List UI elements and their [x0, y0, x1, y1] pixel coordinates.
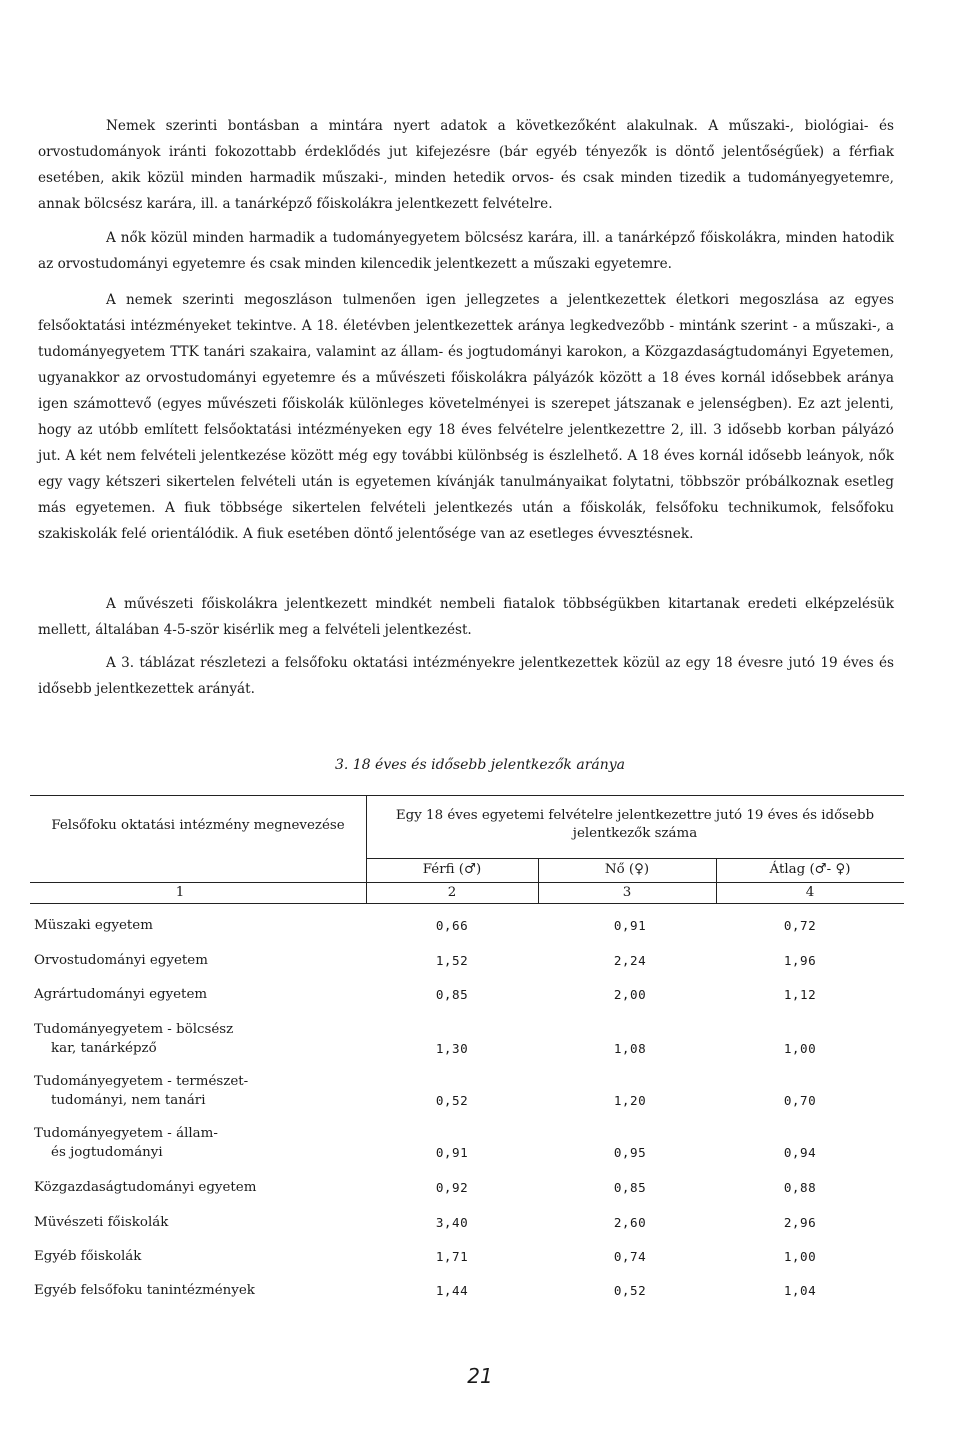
row-value-female: 2,60: [613, 1215, 647, 1230]
table-caption: 3. 18 éves és idősebb jelentkezők aránya: [334, 757, 625, 773]
row-value-male: 0,91: [435, 1145, 469, 1160]
header-sub-rule: [366, 858, 904, 859]
row-value-male: 1,52: [435, 953, 469, 968]
row-value-male: 0,92: [435, 1180, 469, 1195]
row-institution-name: Egyéb főiskolák: [34, 1249, 142, 1264]
header-average: Átlag (♂- ♀): [769, 862, 851, 877]
row-institution-name: Müszaki egyetem: [34, 918, 153, 933]
paragraph-4: A művészeti főiskolákra jelentkezett mindkét nembeli fiatalok többségükben kitartanak eredeti elképzelésük mellett, általában 4-5-ször kisérlik meg a felvételi jelentkezést.: [38, 596, 894, 638]
row-value-avg: 0,70: [783, 1093, 817, 1108]
row-value-male: 0,66: [435, 918, 469, 933]
col-number-2: 2: [447, 885, 457, 900]
col-number-3: 3: [622, 885, 632, 900]
row-institution-name: Orvostudományi egyetem: [34, 953, 208, 968]
row-value-female: 1,08: [613, 1041, 647, 1056]
row-value-avg: 1,00: [783, 1041, 817, 1056]
row-value-avg: 1,96: [783, 953, 817, 968]
row-institution-name: Agrártudományi egyetem: [34, 987, 208, 1002]
row-value-male: 0,85: [435, 987, 469, 1002]
row-institution-name: Tudományegyetem - állam- és jogtudományi: [34, 1126, 218, 1160]
row-value-male: 1,44: [435, 1283, 469, 1298]
row-value-female: 2,24: [613, 953, 647, 968]
table-top-rule: [30, 795, 904, 796]
row-institution-name: Tudományegyetem - természet- tudományi, nem tanári: [34, 1074, 249, 1108]
header-group: Egy 18 éves egyetemi felvételre jelentkezettre jutó 19 éves és idősebb jelentkezők száma: [395, 808, 875, 841]
row-value-avg: 2,96: [783, 1215, 817, 1230]
col-number-4: 4: [805, 885, 815, 900]
header-bottom-rule: [30, 882, 904, 883]
row-value-female: 0,52: [613, 1283, 647, 1298]
row-institution-name: Közgazdaságtudományi egyetem: [34, 1180, 257, 1195]
header-institution: Felsőfoku oktatási intézmény megnevezése: [51, 818, 345, 833]
row-value-avg: 1,12: [783, 987, 817, 1002]
row-value-avg: 0,72: [783, 918, 817, 933]
header-female: Nő (♀): [604, 862, 650, 877]
row-value-female: 0,95: [613, 1145, 647, 1160]
row-value-male: 3,40: [435, 1215, 469, 1230]
row-institution-name: Tudományegyetem - bölcsész kar, tanárképző: [34, 1022, 234, 1056]
row-value-female: 0,74: [613, 1249, 647, 1264]
row-value-female: 1,20: [613, 1093, 647, 1108]
paragraph-5: A 3. táblázat részletezi a felsőfoku oktatási intézményekre jelentkezettek közül az egy 18 évesre jutó 19 éves és idősebb jelentkezettek arányát.: [38, 655, 894, 697]
row-institution-name: Egyéb felsőfoku tanintézmények: [34, 1283, 255, 1298]
row-value-male: 1,71: [435, 1249, 469, 1264]
paragraph-3: A nemek szerinti megoszláson tulmenően igen jellegzetes a jelentkezettek életkori megoszlása az egyes felsőoktatási intézményeket tekintve. A 18. életévben jelentkezettek aránya legkedvezőbb - mintánk szerint - a műszaki-, a tudományegyetem TTK tanári szakaira, valamint az állam- és jogtudományi karokon, a Közgazdaságtudományi Egyetemen, ugyanakkor az orvostudományi egyetemre és a művészeti főiskolákra pályázók között a 18 éves kornál idősebbek aránya igen számottevő (egyes művészeti főiskolák különleges követelményei is szerepet játszanak e jelenségben). Ez azt jelenti, hogy az utóbb említett felsőoktatási intézményeken egy 18 éves felvételre jelentkezettre 2, ill. 3 idősebb korban pályázó jut. A két nem felvételi jelentkezése között még egy további különbség is észlelhető. A 18 éves kornál idősebb leányok, nők egy vagy kétszeri sikertelen felvételi után is egyetemen kívánják tanulmányaikat folytatni, többször próbálkoznak esetleg más egyetemen. A fiuk többsége sikertelen felvételi jelentkezés után a főiskolák, felsőfoku technikumok, felsőfoku szakiskolák felé orientálódik. A fiuk esetében döntő jelentősége van az esetleges évvesztésnek.: [38, 292, 894, 542]
page-number: 21: [467, 1364, 493, 1388]
header-male: Férfi (♂): [422, 862, 482, 877]
paragraph-2: A nők közül minden harmadik a tudományegyetem bölcsész karára, ill. a tanárképző főiskolákra, minden hatodik az orvostudományi egyetemre és csak minden kilencedik jelentkezett a műszaki egyetemre.: [38, 230, 894, 272]
column-number-rule: [30, 903, 904, 904]
row-value-avg: 1,00: [783, 1249, 817, 1264]
paragraph-1: Nemek szerinti bontásban a mintára nyert adatok a következőként alakulnak. A műszaki-, biológiai- és orvostudományok iránti fokozottabb érdeklődés jut kifejezésre (bár egyéb tényezők is döntő jelentőségűek) a férfiak esetében, akik közül minden harmadik műszaki-, minden hetedik orvos- és csak minden tizedik a tudományegyetemre, annak bölcsész karára, ill. a tanárképző főiskolákra jelentkezett felvételre.: [38, 118, 894, 212]
row-value-avg: 1,04: [783, 1283, 817, 1298]
col-number-1: 1: [175, 885, 185, 900]
row-value-avg: 0,94: [783, 1145, 817, 1160]
row-value-male: 0,52: [435, 1093, 469, 1108]
row-value-female: 2,00: [613, 987, 647, 1002]
row-value-avg: 0,88: [783, 1180, 817, 1195]
row-value-female: 0,85: [613, 1180, 647, 1195]
row-value-female: 0,91: [613, 918, 647, 933]
row-value-male: 1,30: [435, 1041, 469, 1056]
row-institution-name: Müvészeti főiskolák: [34, 1215, 169, 1230]
